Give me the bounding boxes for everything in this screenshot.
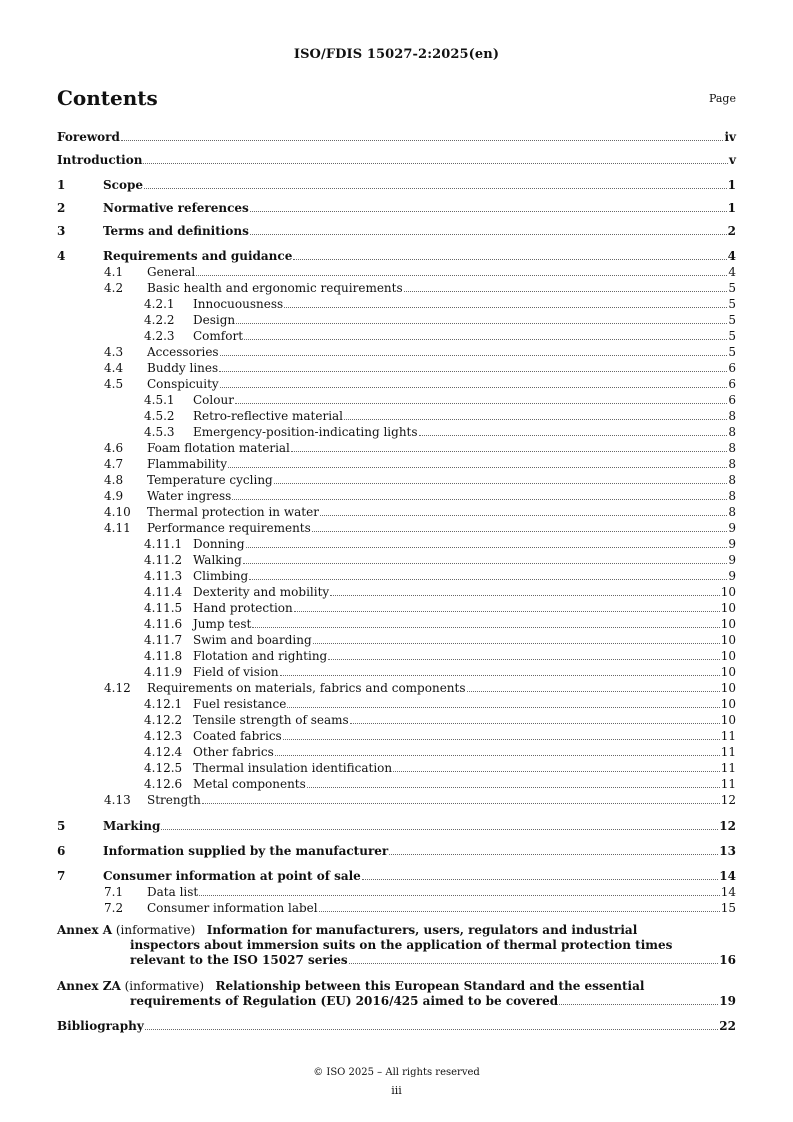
toc-entry-title: Performance requirements: [147, 521, 311, 535]
toc-entry-page: 9: [728, 537, 736, 551]
toc-entry[interactable]: [57, 224, 736, 239]
toc-entry-number: 4.11.5: [144, 601, 183, 615]
toc-entry-page: 6: [728, 377, 736, 391]
toc-entry-page: 10: [720, 649, 736, 663]
toc-entry-title: Flammability: [147, 457, 228, 471]
toc-entry-title: Buddy lines: [147, 361, 219, 375]
annex-a-type: (informative): [115, 923, 196, 937]
toc-entry-page: v: [729, 153, 736, 167]
toc-entry-page: 1: [727, 201, 736, 215]
toc-entry[interactable]: [144, 697, 736, 712]
toc-entry[interactable]: [144, 425, 736, 440]
toc-entry-title: Innocuousness: [193, 297, 284, 311]
toc-entry-page: 13: [719, 844, 736, 858]
toc-entry-page: 5: [728, 329, 736, 343]
dot-leader: [350, 713, 720, 724]
dot-leader: [252, 617, 719, 628]
toc-entry-number: 5: [57, 819, 66, 833]
toc-entry-number: 4.13: [104, 793, 131, 807]
toc-entry[interactable]: [144, 553, 736, 568]
toc-entry-title: Comfort: [193, 329, 244, 343]
toc-entry[interactable]: [144, 649, 736, 664]
toc-entry-page: 10: [720, 681, 736, 695]
toc-entry-number: 4.12.5: [144, 761, 183, 775]
dot-leader: [313, 633, 720, 644]
toc-entry-title: Field of vision: [193, 665, 279, 679]
toc-entry[interactable]: [144, 585, 736, 600]
toc-entry-number: 4.11: [104, 521, 131, 535]
page-column-label: Page: [708, 92, 736, 105]
annex-za-page: 19: [719, 994, 736, 1008]
toc-entry-page: 4: [727, 249, 736, 263]
dot-leader: [280, 665, 720, 676]
dot-leader: [228, 457, 727, 468]
dot-leader: [389, 844, 718, 855]
dot-leader: [121, 130, 724, 141]
toc-entry-page: 10: [720, 601, 736, 615]
dot-leader: [246, 537, 728, 548]
toc-entry-page: 10: [720, 585, 736, 599]
toc-entry[interactable]: [144, 617, 736, 632]
dot-leader: [419, 425, 728, 436]
toc-entry[interactable]: [104, 265, 736, 280]
dot-leader: [320, 505, 727, 516]
toc-entry-title: Emergency-position-indicating lights: [193, 425, 418, 439]
toc-entry-number: 4: [57, 249, 66, 263]
toc-entry-number: 4.11.1: [144, 537, 183, 551]
annex-za-title-line2: requirements of Regulation (EU) 2016/425 aimed to be covered: [130, 994, 559, 1008]
toc-entry-page: 8: [728, 425, 736, 439]
toc-entry-number: 4.5.3: [144, 425, 175, 439]
toc-entry[interactable]: [57, 178, 736, 193]
dot-leader: [275, 745, 720, 756]
dot-leader: [196, 265, 727, 276]
toc-entry-number: 7: [57, 869, 66, 883]
toc-entry-page: 6: [728, 361, 736, 375]
toc-entry-page: 5: [728, 345, 736, 359]
toc-entry-number: 7.2: [104, 901, 124, 915]
annex-a-title-line3: relevant to the ISO 15027 series: [130, 953, 348, 967]
toc-entry-title: Other fabrics: [193, 745, 274, 759]
toc-entry[interactable]: [144, 409, 736, 424]
toc-entry-number: 7.1: [104, 885, 124, 899]
toc-entry-number: 4.11.4: [144, 585, 183, 599]
toc-entry-title: Jump test: [193, 617, 252, 631]
toc-entry-page: 9: [728, 521, 736, 535]
dot-leader: [244, 329, 727, 340]
dot-leader: [349, 953, 719, 964]
toc-entry[interactable]: [104, 681, 736, 696]
dot-leader: [393, 761, 720, 772]
toc-entry-number: 4.5: [104, 377, 124, 391]
annex-za-title-line1: Relationship between this European Standard and the essential: [215, 979, 645, 993]
toc-entry-number: 4.11.3: [144, 569, 183, 583]
toc-entry-annex-za[interactable]: [57, 979, 736, 1009]
toc-entry-title: Thermal protection in water: [147, 505, 319, 519]
dot-leader: [250, 201, 727, 212]
toc-entry-number: 4.2.3: [144, 329, 175, 343]
toc-entry-number: 4.9: [104, 489, 124, 503]
toc-entry-page: 10: [720, 713, 736, 727]
dot-leader: [220, 345, 728, 356]
toc-entry-page: 10: [720, 665, 736, 679]
toc-entry-number: 4.8: [104, 473, 124, 487]
toc-entry-title: Flotation and righting: [193, 649, 328, 663]
annex-a-title-line1: Information for manufacturers, users, regulators and industrial: [206, 923, 638, 937]
toc-entry-number: 4.12.4: [144, 745, 183, 759]
toc-entry-page: 1: [727, 178, 736, 192]
toc-entry-title: Temperature cycling: [147, 473, 273, 487]
toc-entry-page: 12: [719, 819, 736, 833]
dot-leader: [143, 153, 728, 164]
toc-entry[interactable]: [144, 601, 736, 616]
toc-entry-number: 4.11.9: [144, 665, 183, 679]
toc-entry[interactable]: [144, 313, 736, 328]
toc-entry-number: 2: [57, 201, 66, 215]
toc-entry-title: Terms and definitions: [103, 224, 249, 238]
toc-entry-title: Consumer information label: [147, 901, 318, 915]
toc-entry-title: Basic health and ergonomic requirements: [147, 281, 403, 295]
dot-leader: [161, 819, 718, 830]
toc-entry-number: 4.7: [104, 457, 124, 471]
dot-leader: [243, 553, 728, 564]
toc-entry-title: Coated fabrics: [193, 729, 282, 743]
toc-entry-title: Donning: [193, 537, 245, 551]
dot-leader: [283, 729, 720, 740]
toc-entry-title: Strength: [147, 793, 201, 807]
annex-a-title-line2: inspectors about immersion suits on the application of thermal protection times: [130, 938, 673, 952]
toc-entry[interactable]: [144, 569, 736, 584]
toc-entry[interactable]: [104, 473, 736, 488]
toc-entry-page: iv: [724, 130, 736, 144]
toc-entry-page: 22: [719, 1019, 736, 1033]
toc-entry[interactable]: [104, 457, 736, 472]
dot-leader: [199, 885, 719, 896]
dot-leader: [294, 601, 720, 612]
toc-entry-page: 11: [720, 777, 736, 791]
toc-entry[interactable]: [144, 729, 736, 744]
toc-entry-number: 1: [57, 178, 66, 192]
toc-entry[interactable]: [144, 329, 736, 344]
toc-entry-page: 14: [720, 885, 736, 899]
toc-entry-title: Dexterity and mobility: [193, 585, 330, 599]
dot-leader: [220, 377, 728, 388]
toc-entry[interactable]: [104, 377, 736, 392]
toc-entry[interactable]: [104, 885, 736, 900]
toc-entry[interactable]: [57, 844, 736, 859]
dot-leader: [291, 441, 727, 452]
toc-entry-title: Walking: [193, 553, 242, 567]
toc-entry-title: Accessories: [147, 345, 219, 359]
toc-entry-title: Introduction: [57, 153, 143, 167]
dot-leader: [404, 281, 728, 292]
toc-entry-title: Colour: [193, 393, 234, 407]
toc-entry-page: 5: [728, 313, 736, 327]
toc-entry[interactable]: [57, 249, 736, 264]
toc-entry-number: 3: [57, 224, 66, 238]
toc-entry-number: 4.12.1: [144, 697, 183, 711]
dot-leader: [232, 489, 727, 500]
toc-entry-title: Requirements on materials, fabrics and components: [147, 681, 466, 695]
toc-entry-title: Foreword: [57, 130, 120, 144]
toc-entry[interactable]: [104, 489, 736, 504]
page-title: Contents: [57, 86, 158, 110]
dot-leader: [312, 521, 728, 532]
toc-entry-title: Swim and boarding: [193, 633, 312, 647]
toc-entry-title: Scope: [103, 178, 144, 192]
dot-leader: [328, 649, 719, 660]
toc-entry-page: 6: [728, 393, 736, 407]
toc-entry[interactable]: [144, 633, 736, 648]
toc-entry-page: 15: [720, 901, 736, 915]
toc-entry[interactable]: [104, 361, 736, 376]
toc-entry-number: 4.11.8: [144, 649, 183, 663]
toc-entry-number: 4.11.7: [144, 633, 183, 647]
annex-za-label: Annex ZA: [57, 979, 121, 993]
toc-entry-page: 11: [720, 761, 736, 775]
toc-entry-title: Foam flotation material: [147, 441, 290, 455]
toc-entry[interactable]: [57, 819, 736, 834]
toc-entry[interactable]: [57, 869, 736, 884]
toc-entry-page: 9: [728, 569, 736, 583]
toc-entry-page: 8: [728, 473, 736, 487]
dot-leader: [559, 994, 718, 1005]
toc-entry-number: 6: [57, 844, 66, 858]
toc-entry[interactable]: [104, 441, 736, 456]
toc-entry[interactable]: [144, 713, 736, 728]
document-id: ISO/FDIS 15027-2:2025(en): [293, 47, 500, 62]
toc-entry-title: Design: [193, 313, 236, 327]
toc-entry-number: 4.3: [104, 345, 124, 359]
toc-entry[interactable]: [57, 130, 736, 145]
dot-leader: [293, 249, 726, 260]
toc-entry-page: 11: [720, 729, 736, 743]
toc-entry-number: 4.12.2: [144, 713, 183, 727]
dot-leader: [250, 224, 727, 235]
toc-entry-number: 4.5.1: [144, 393, 175, 407]
toc-entry-number: 4.2: [104, 281, 124, 295]
toc-entry-number: 4.11.6: [144, 617, 183, 631]
toc-entry[interactable]: [144, 745, 736, 760]
toc-entry[interactable]: [104, 505, 736, 520]
toc-entry-title: Bibliography: [57, 1019, 144, 1033]
toc-entry-page: 9: [728, 553, 736, 567]
dot-leader: [467, 681, 720, 692]
dot-leader: [235, 393, 727, 404]
dot-leader: [319, 901, 720, 912]
toc-entry[interactable]: [57, 153, 736, 168]
dot-leader: [236, 313, 727, 324]
toc-entry-page: 10: [720, 697, 736, 711]
toc-entry-page: 2: [727, 224, 736, 238]
dot-leader: [287, 697, 719, 708]
toc-entry-annex-a[interactable]: [57, 923, 736, 968]
dot-leader: [362, 869, 718, 880]
toc-entry[interactable]: [144, 393, 736, 408]
toc-entry-title: Requirements and guidance: [103, 249, 293, 263]
toc-entry-title: Normative references: [103, 201, 249, 215]
toc-entry-title: Conspicuity: [147, 377, 219, 391]
toc-entry[interactable]: [144, 537, 736, 552]
toc-entry[interactable]: [144, 665, 736, 680]
annex-a-page: 16: [719, 953, 736, 967]
toc-entry-page: 12: [720, 793, 736, 807]
toc-entry-page: 8: [728, 409, 736, 423]
toc-entry-title: Metal components: [193, 777, 306, 791]
toc-entry-title: Fuel resistance: [193, 697, 287, 711]
toc-entry-title: Marking: [103, 819, 161, 833]
toc-entry-page: 10: [720, 617, 736, 631]
toc-entry-page: 8: [728, 441, 736, 455]
toc-entry-title: Retro-reflective material: [193, 409, 344, 423]
toc-entry-page: 14: [719, 869, 736, 883]
toc-entry-bibliography[interactable]: [57, 1019, 736, 1034]
toc-entry[interactable]: [57, 201, 736, 216]
toc-entry-number: 4.12.3: [144, 729, 183, 743]
toc-entry[interactable]: [104, 901, 736, 916]
toc-entry[interactable]: [144, 777, 736, 792]
toc-entry-title: General: [147, 265, 196, 279]
toc-entry-number: 4.5.2: [144, 409, 175, 423]
toc-entry-page: 5: [728, 297, 736, 311]
toc-entry-number: 4.12.6: [144, 777, 183, 791]
dot-leader: [307, 777, 720, 788]
toc-entry-page: 8: [728, 457, 736, 471]
dot-leader: [344, 409, 727, 420]
toc-entry-number: 4.2.2: [144, 313, 175, 327]
toc-entry-page: 8: [728, 505, 736, 519]
toc-entry-title: Data list: [147, 885, 199, 899]
toc-entry-number: 4.4: [104, 361, 124, 375]
toc-entry[interactable]: [144, 297, 736, 312]
toc-entry-number: 4.12: [104, 681, 131, 695]
dot-leader: [145, 1019, 719, 1030]
toc-entry-title: Consumer information at point of sale: [103, 869, 361, 883]
dot-leader: [144, 178, 727, 189]
dot-leader: [202, 793, 720, 804]
toc-entry-number: 4.11.2: [144, 553, 183, 567]
toc-entry-title: Climbing: [193, 569, 249, 583]
toc-entry-title: Tensile strength of seams: [193, 713, 349, 727]
toc-entry-number: 4.10: [104, 505, 131, 519]
dot-leader: [249, 569, 727, 580]
dot-leader: [330, 585, 720, 596]
toc-entry[interactable]: [104, 281, 736, 296]
toc-entry-page: 4: [728, 265, 736, 279]
dot-leader: [274, 473, 728, 484]
toc-entry-number: 4.1: [104, 265, 124, 279]
toc-entry[interactable]: [104, 345, 736, 360]
copyright-notice: © ISO 2025 – All rights reserved: [313, 1067, 480, 1078]
toc-entry[interactable]: [104, 521, 736, 536]
dot-leader: [284, 297, 727, 308]
toc-entry-title: Information supplied by the manufacturer: [103, 844, 389, 858]
page-number: iii: [391, 1084, 402, 1097]
toc-entry-number: 4.2.1: [144, 297, 175, 311]
dot-leader: [219, 361, 727, 372]
toc-entry-title: Thermal insulation identification: [193, 761, 393, 775]
toc-entry-page: 10: [720, 633, 736, 647]
toc-entry-page: 11: [720, 745, 736, 759]
toc-entry[interactable]: [144, 761, 736, 776]
toc-entry-page: 5: [728, 281, 736, 295]
annex-za-type: (informative): [124, 979, 205, 993]
toc-entry-title: Water ingress: [147, 489, 232, 503]
toc-entry-page: 8: [728, 489, 736, 503]
toc-entry-number: 4.6: [104, 441, 124, 455]
toc-entry[interactable]: [104, 793, 736, 808]
annex-a-label: Annex A: [57, 923, 113, 937]
toc-entry-title: Hand protection: [193, 601, 293, 615]
